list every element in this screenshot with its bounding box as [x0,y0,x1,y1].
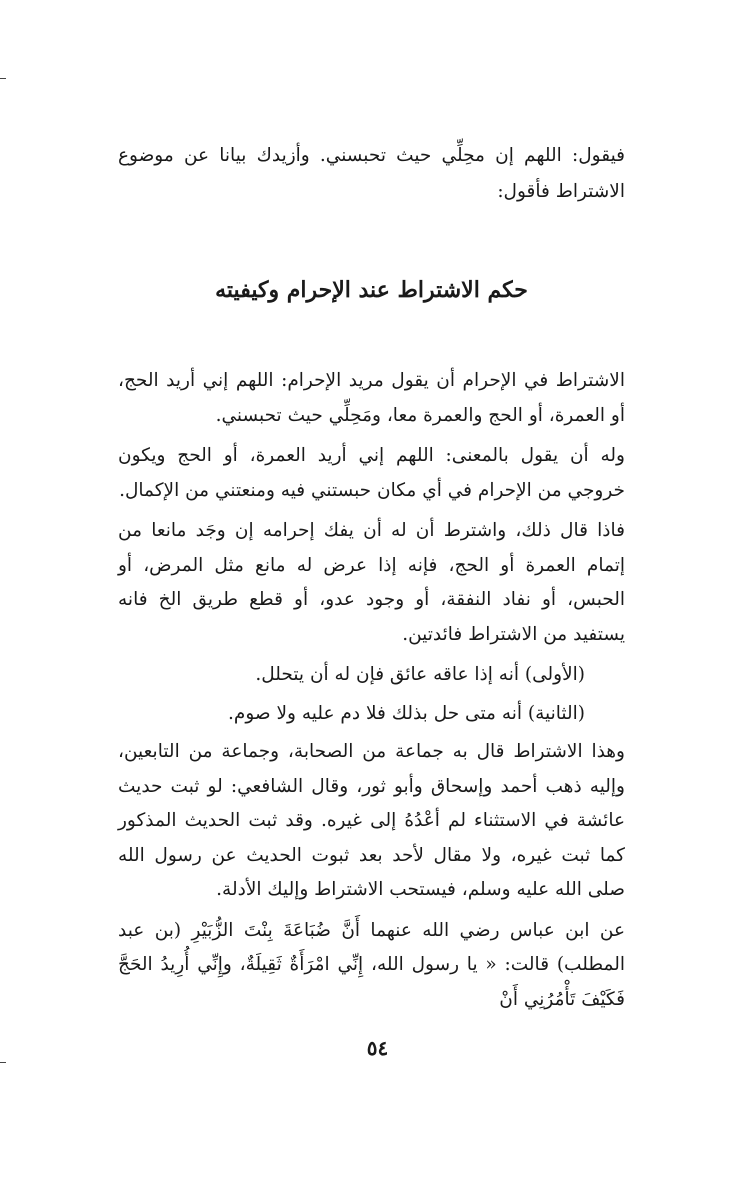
margin-mark [0,78,6,79]
margin-mark [0,1062,6,1063]
paragraph: وله أن يقول بالمعنى: اللهم إني أريد العمرة، أو الحج ويكون خروجي من الإحرام في أي مكان حبستني فيه ومنعتني من الإكمال. [118,445,625,501]
intro-paragraph: فيقول: اللهم إن محِلِّي حيث تحبسني. وأزيدك بيانا عن موضوع الاشتراط فأقول: [118,145,625,202]
list-item: (الأولى) أنه إذا عاقه عائق فإن له أن يتحلل. [255,664,585,685]
paragraph: وهذا الاشتراط قال به جماعة من الصحابة، وجماعة من التابعين، وإليه ذهب أحمد وإسحاق وأبو ثور، وقال الشافعي: لو ثبت حديث عائشة في الاستثناء لم أعْدُهُ إلى غيره. وقد ثبت الحديث المذكور كما ثبت غيره، ولا مقال لأحد بعد ثبوت الحديث عن رسول الله صلى الله عليه وسلم، فيستحب الاشتراط وإليك الأدلة. [118,741,625,900]
paragraph: الاشتراط في الإحرام أن يقول مريد الإحرام: اللهم إني أريد الحج، أو العمرة، أو الحج والعمرة معا، ومَحِلِّي حيث تحبسني. [118,370,625,426]
paragraph: فاذا قال ذلك، واشترط أن له أن يفك إحرامه إن وجَد مانعا من إتمام العمرة أو الحج، فإنه إذا عرض له مانع مثل المرض، أو الحبس، أو نفاد النفقة، أو وجود عدو، أو قطع طريق الخ فانه يستفيد من الاشتراط فائدتين. [118,520,625,645]
body-text [118,364,625,1023]
page-number: ٥٤ [366,1036,389,1060]
list-item: (الثانية) أنه متى حل بذلك فلا دم عليه ولا صوم. [228,702,585,724]
section-heading: حكم الاشتراط عند الإحرام وكيفيته [215,277,528,303]
paragraph: عن ابن عباس رضي الله عنهما أَنَّ ضُبَاعَةَ بِنْتَ الزُّبَيْرِ (بن عبد المطلب) قالت: « يا رسول الله، إِنِّي امْرَأَةٌ ثَقِيلَةٌ، وإِنِّي أُرِيدُ الحَجَّ فَكَيْفَ تَأْمُرُنِي أَنْ [118,919,625,1010]
